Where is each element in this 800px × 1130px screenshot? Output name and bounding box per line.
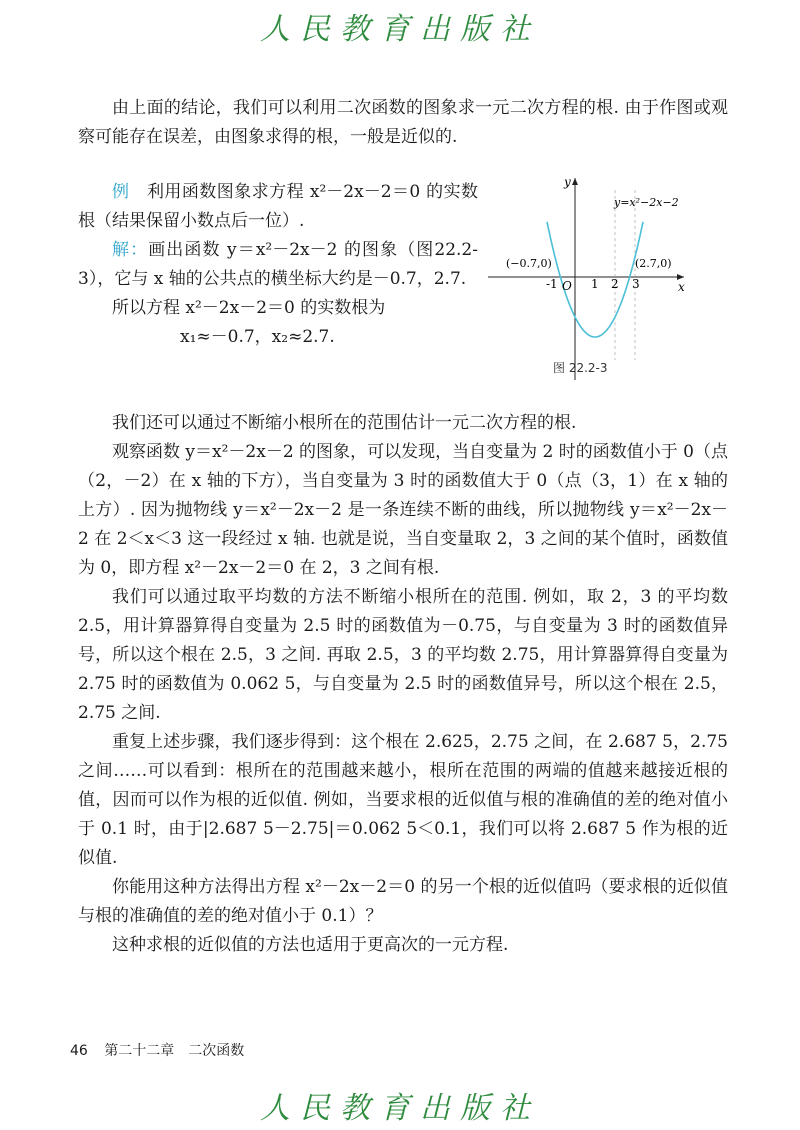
tick-label-2: 2: [611, 277, 619, 291]
paragraph-1: 我们还可以通过不断缩小根所在的范围估计一元二次方程的根.: [112, 413, 577, 433]
page-number: 46: [70, 1043, 88, 1059]
chapter-title: 第二十二章 二次函数: [104, 1043, 245, 1059]
page-footer: [70, 1040, 244, 1060]
figure-caption: 图 22.2-3: [553, 361, 608, 375]
paragraph-5: 你能用这种方法得出方程 x²－2x－2＝0 的另一个根的近似值吗（要求根的近似值与根的准确值的差的绝对值小于 0.1）？: [78, 877, 728, 926]
publisher-watermark-top: 人民教育出版社: [260, 12, 540, 47]
example-solution: [78, 236, 478, 294]
paragraph-2: 观察函数 y＝x²－2x－2 的图象，可以发现，当自变量为 2 时的函数值小于 0（点（2，－2）在 x 轴的下方），当自变量为 3 时的函数值大于 0（点（3，1）在 x 轴的上方）. 因为抛物线 y＝x²－2x－2 是一条连续不断的曲线，所以抛物线 y＝x²－2x－2 在 2＜x＜3 这一段经过 x 轴. 也就是说，当自变量取 2，3 之间的某个值时，函数值为 0，即方程 x²－2x－2＝0 在 2，3 之间有根.: [78, 442, 728, 578]
paragraph-6: 这种求根的近似值的方法也适用于更高次的一元方程.: [112, 935, 509, 955]
x-axis-label: x: [678, 280, 685, 294]
example-problem-text: 利用函数图象求方程 x²－2x－2＝0 的实数根（结果保留小数点后一位）.: [78, 182, 479, 231]
tick-label-3: 3: [632, 277, 640, 291]
paragraph-3: 我们可以通过取平均数的方法不断缩小根所在的范围. 例如，取 2，3 的平均数 2.5，用计算器算得自变量为 2.5 时的函数值为－0.75，与自变量为 3 时的函数值异号，所以这个根在 2.5，3 之间. 再取 2.5，3 的平均数 2.75，用计算器算得自变量为 2.75 时的函数值为 0.062 5，与自变量为 2.5 时的函数值异号，所以这个根在 2.5，2.75 之间.: [78, 587, 728, 723]
example-label: 例: [112, 182, 130, 202]
solution-text: 画出函数 y＝x²－2x－2 的图象（图22.2-3），它与 x 轴的公共点的横坐标大约是－0.7，2.7.: [78, 240, 478, 289]
intro-paragraph: 由上面的结论，我们可以利用二次函数的图象求一元二次方程的根. 由于作图或观察可能存在误差，由图象求得的根，一般是近似的.: [78, 98, 728, 147]
example-conclusion: 所以方程 x²－2x－2＝0 的实数根为: [112, 298, 386, 318]
example-roots: x₁≈－0.7，x₂≈2.7.: [180, 327, 335, 347]
example-problem: [78, 178, 478, 236]
solution-label: 解：: [112, 240, 149, 260]
y-axis-arrow: [572, 178, 578, 185]
tick-label-neg1: -1: [546, 277, 558, 291]
curve-equation-label: y=x²−2x−2: [614, 196, 679, 209]
y-axis-label: y: [564, 175, 571, 189]
publisher-watermark-bottom: 人民教育出版社: [260, 1091, 540, 1126]
example-block: [78, 178, 478, 352]
tick-label-1: 1: [591, 277, 599, 291]
right-root-label: (2.7,0): [635, 257, 672, 270]
paragraph-4: 重复上述步骤，我们逐步得到：这个根在 2.625，2.75 之间，在 2.687 5，2.75 之间……可以看到：根所在的范围越来越小，根所在范围的两端的值越来越接近根的值，因而可以作为根的近似值. 例如，当要求根的近似值与根的准确值的差的绝对值小于 0.1 时，由于|2.687 5－2.75|＝0.062 5＜0.1，我们可以将 2.687 5 作为根的近似值.: [78, 732, 728, 868]
origin-label: O: [562, 279, 572, 293]
left-root-label: (−0.7,0): [506, 257, 552, 270]
parabola-figure: [480, 170, 690, 390]
